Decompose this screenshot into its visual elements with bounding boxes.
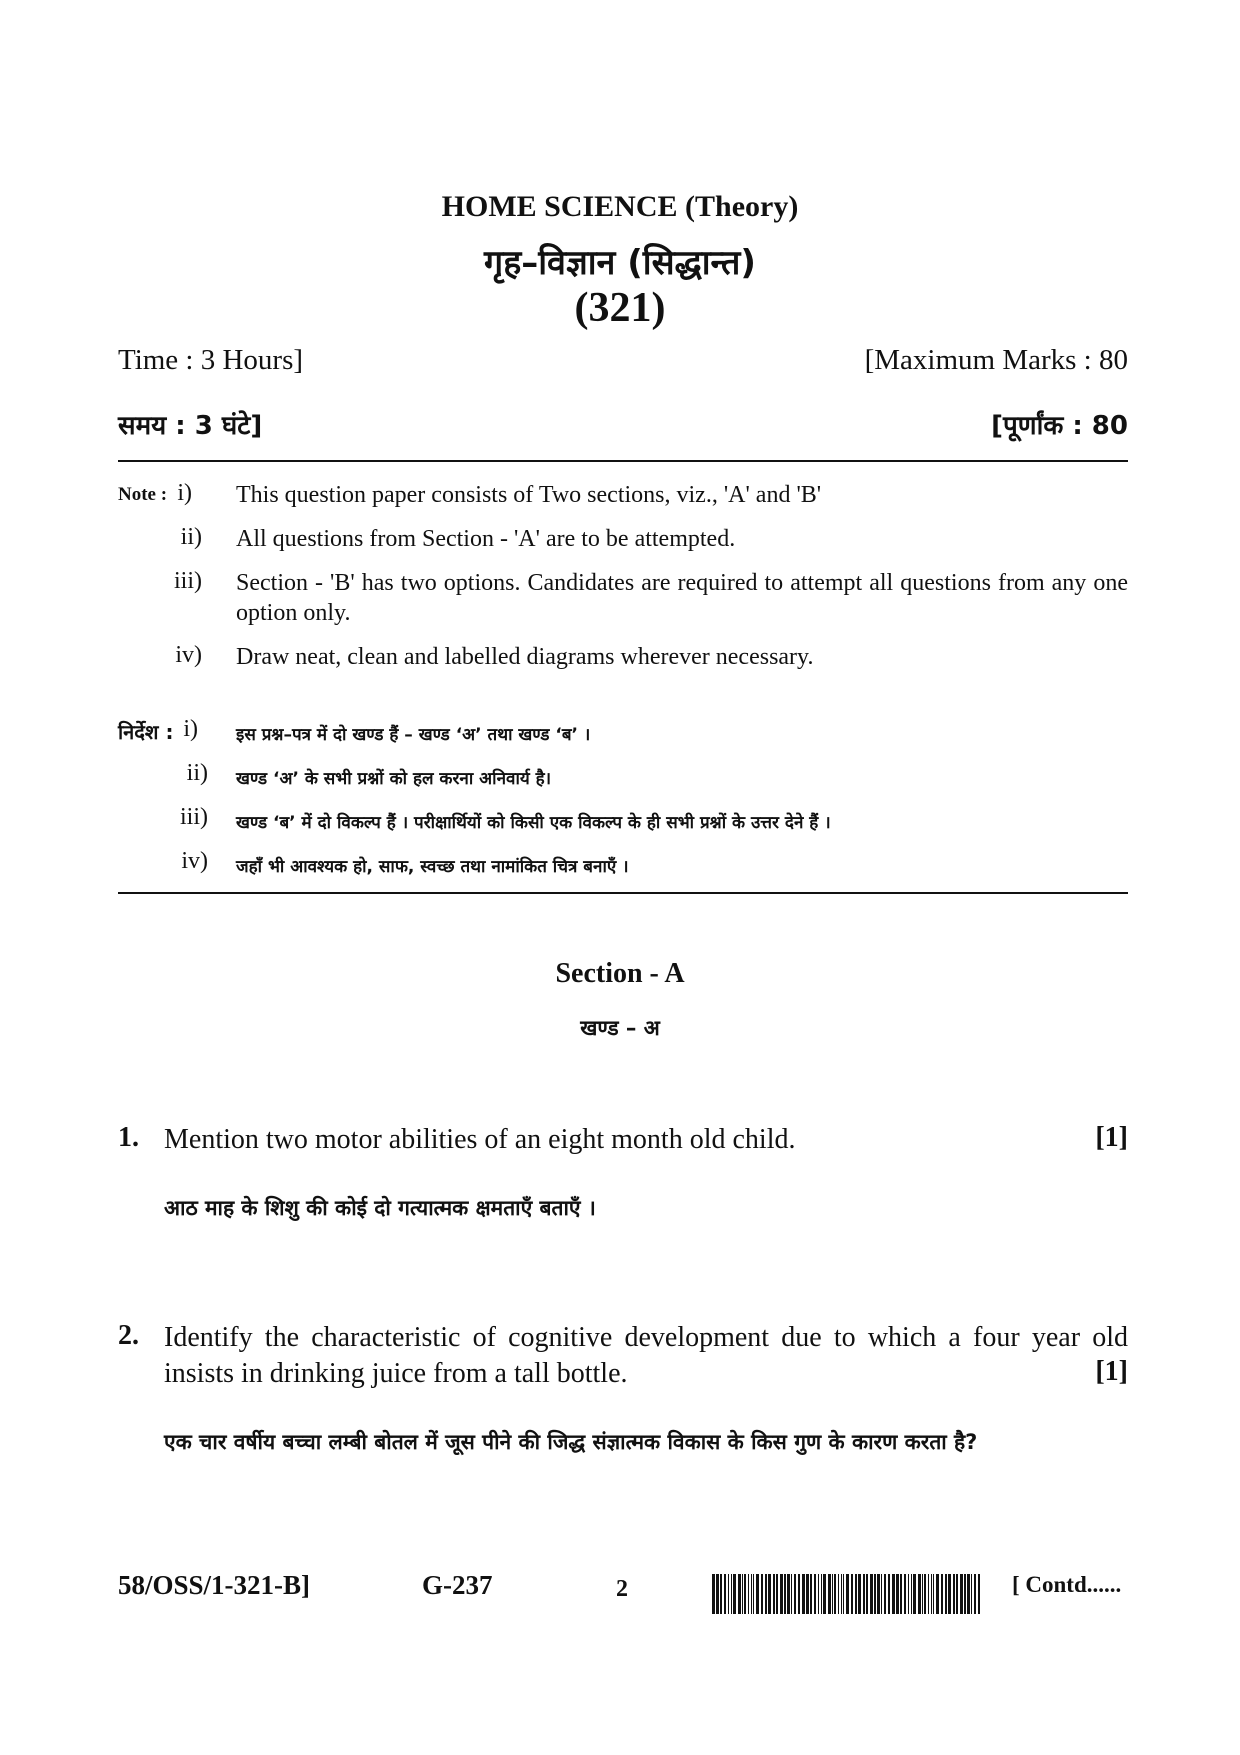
maximum-marks: [Maximum Marks : 80	[864, 344, 1128, 376]
note-item: All questions from Section - 'A' are to be attempted.	[236, 526, 736, 552]
note-num-hindi: iv)	[181, 848, 208, 874]
subject-code: (321)	[574, 285, 666, 331]
note-num-hindi: i)	[183, 716, 198, 742]
note-num-hindi: iii)	[180, 804, 208, 830]
question-text-line: Identify the characteristic of cognitive development due to which a four year old	[164, 1322, 1128, 1353]
time-allowed: Time : 3 Hours]	[118, 344, 304, 376]
note-item-hindi: खण्ड ‘अ’ के सभी प्रश्नों को हल करना अनिवार्य है।	[236, 769, 552, 789]
note-num-hindi: ii)	[186, 760, 208, 786]
divider-top	[118, 460, 1128, 462]
question-text-hindi: आठ माह के शिशु की कोई दो गत्यात्मक क्षमताएँ बताएँ ।	[164, 1196, 596, 1220]
paper-title: HOME SCIENCE (Theory)	[441, 190, 799, 223]
note-item: This question paper consists of Two sections, viz., 'A' and 'B'	[236, 482, 822, 508]
note-label: Note :	[118, 484, 168, 505]
paper-code: 58/OSS/1-321-B]	[118, 1570, 311, 1600]
note-item-hindi: जहाँ भी आवश्यक हो, साफ, स्वच्छ तथा नामांकित चित्र बनाएँ ।	[236, 857, 629, 877]
note-item-hindi: इस प्रश्न–पत्र में दो खण्ड हैं – खण्ड ‘अ’ तथा खण्ड ‘ब’ ।	[236, 725, 591, 745]
note-label-hindi: निर्देश :	[118, 720, 174, 744]
set-code: G-237	[422, 1570, 493, 1600]
note-item: Draw neat, clean and labelled diagrams wherever necessary.	[236, 644, 814, 670]
barcode-image	[712, 1574, 984, 1614]
paper-title-hindi: गृह–विज्ञान (सिद्धान्त)	[484, 243, 756, 283]
note-item: Section - 'B' has two options. Candidates are required to attempt all questions from any one option only.	[236, 570, 1128, 626]
maximum-marks-hindi: [पूर्णांक : 80	[991, 411, 1128, 441]
question-text: Mention two motor abilities of an eight month old child.	[164, 1124, 796, 1155]
section-title: Section - A	[555, 958, 685, 989]
note-num: ii)	[180, 524, 202, 550]
section-title-hindi: खण्ड – अ	[580, 1016, 660, 1040]
note-item-hindi: खण्ड ‘ब’ में दो विकल्प हैं । परीक्षार्थियों को किसी एक विकल्प के ही सभी प्रश्नों के उत्तर देने हैं ।	[236, 813, 831, 833]
note-num: iv)	[175, 642, 202, 668]
time-allowed-hindi: समय : 3 घंटे]	[118, 411, 263, 441]
question-number: 2.	[118, 1320, 139, 1351]
question-marks: [1]	[1095, 1356, 1128, 1387]
continued-label: [ Contd......	[1012, 1572, 1122, 1597]
question-marks: [1]	[1095, 1122, 1128, 1153]
note-num: i)	[177, 480, 192, 506]
page-number: 2	[616, 1576, 628, 1602]
divider-bottom	[118, 892, 1128, 894]
question-text-line: insists in drinking juice from a tall bottle.	[164, 1358, 628, 1389]
note-num: iii)	[174, 568, 202, 594]
question-text-hindi: एक चार वर्षीय बच्चा लम्बी बोतल में जूस पीने की जिद्ध संज्ञात्मक विकास के किस गुण के कारण करता है?	[164, 1430, 978, 1454]
question-number: 1.	[118, 1122, 139, 1153]
